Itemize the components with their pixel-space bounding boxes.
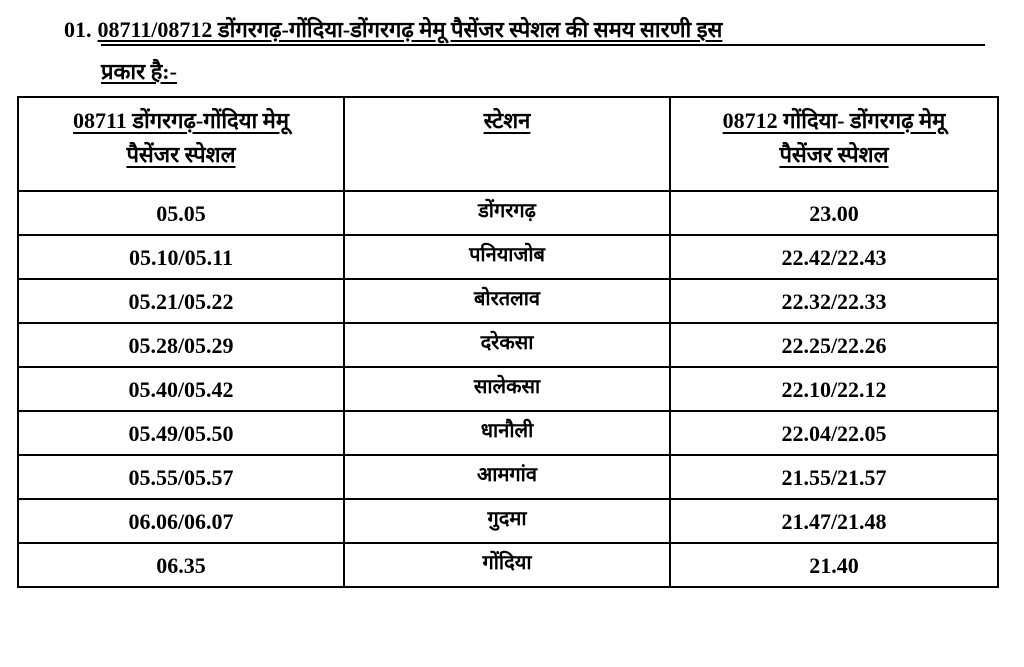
station-name: गुदमा (487, 506, 527, 530)
down-time-cell: 05.05 (18, 191, 344, 235)
header-station (344, 97, 670, 191)
timetable (17, 96, 999, 588)
heading-text-line-1: 08711/08712 डोंगरगढ़-गोंदिया-डोंगरगढ़ मेमू पैसेंजर स्पेशल की समय सारणी इस (97, 17, 723, 42)
station-name: डोंगरगढ़ (478, 198, 536, 222)
station-name: आमगांव (477, 462, 537, 486)
header-down-train-line-2: पैसेंजर स्पेशल (126, 142, 236, 167)
station-cell (344, 279, 670, 323)
header-up-train-line-1: 08712 गोंदिया- डोंगरगढ़ मेमू (722, 108, 946, 133)
station-name: गोंदिया (482, 550, 532, 574)
station-name: सालेकसा (473, 374, 541, 398)
up-time-cell: 23.00 (670, 191, 998, 235)
up-time-cell: 21.55/21.57 (670, 455, 998, 499)
up-time-cell: 22.04/22.05 (670, 411, 998, 455)
up-time-cell: 22.10/22.12 (670, 367, 998, 411)
header-up-train-line-2: पैसेंजर स्पेशल (779, 142, 889, 167)
heading-line-1 (64, 14, 984, 46)
up-time-cell: 22.32/22.33 (670, 279, 998, 323)
table-row (18, 543, 998, 587)
station-name: धानौली (480, 418, 534, 442)
table-row (18, 455, 998, 499)
down-time-cell: 05.10/05.11 (18, 235, 344, 279)
down-time-cell: 05.21/05.22 (18, 279, 344, 323)
heading-number: 01. (64, 17, 92, 42)
down-time-cell: 06.06/06.07 (18, 499, 344, 543)
station-name: पनियाजोब (469, 242, 545, 266)
station-cell (344, 499, 670, 543)
station-cell (344, 543, 670, 587)
heading-underline-rule (101, 44, 985, 46)
up-time-cell: 21.47/21.48 (670, 499, 998, 543)
timetable-header-row (18, 97, 998, 191)
table-row (18, 235, 998, 279)
header-up-train (670, 97, 998, 191)
down-time-cell: 05.49/05.50 (18, 411, 344, 455)
station-cell (344, 455, 670, 499)
station-cell (344, 235, 670, 279)
up-time-cell: 22.42/22.43 (670, 235, 998, 279)
header-down-train-line-1: 08711 डोंगरगढ़-गोंदिया मेमू (73, 108, 289, 133)
up-time-cell: 22.25/22.26 (670, 323, 998, 367)
table-row (18, 367, 998, 411)
station-cell (344, 411, 670, 455)
station-name: बोरतलाव (473, 286, 541, 310)
station-cell (344, 191, 670, 235)
heading-text-line-2: प्रकार है:- (101, 59, 177, 84)
header-down-train (18, 97, 344, 191)
table-row (18, 191, 998, 235)
down-time-cell: 05.40/05.42 (18, 367, 344, 411)
up-time-cell: 21.40 (670, 543, 998, 587)
station-cell (344, 367, 670, 411)
down-time-cell: 05.55/05.57 (18, 455, 344, 499)
document-heading (0, 0, 1024, 95)
table-row (18, 499, 998, 543)
down-time-cell: 06.35 (18, 543, 344, 587)
table-row (18, 279, 998, 323)
station-cell (344, 323, 670, 367)
down-time-cell: 05.28/05.29 (18, 323, 344, 367)
table-row (18, 411, 998, 455)
station-name: दरेकसा (480, 330, 534, 354)
header-station-label: स्टेशन (483, 108, 531, 133)
table-row (18, 323, 998, 367)
